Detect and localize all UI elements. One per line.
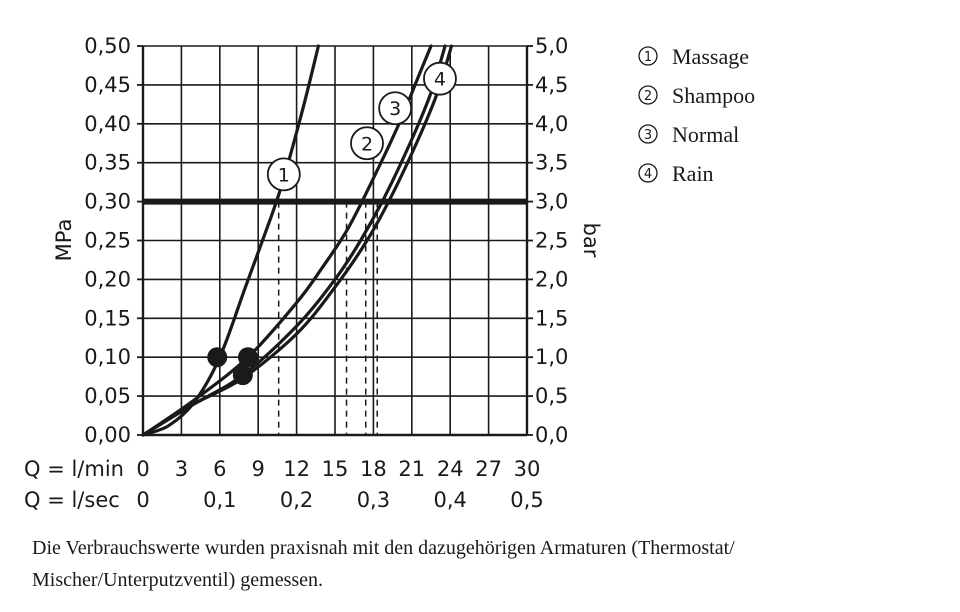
x-tick-label: 6 (213, 457, 227, 481)
left-tick-label: 0,45 (84, 72, 131, 97)
marker-massage (207, 347, 227, 367)
marker-shampoo (238, 347, 258, 367)
curve-label-4: 4 (433, 68, 447, 91)
right-tick-label: 0,0 (535, 423, 569, 447)
left-tick-label: 0,40 (84, 111, 131, 136)
left-tick-label: 0,10 (84, 345, 131, 370)
x-tick-label: 0,3 (356, 488, 391, 512)
measurement-note (32, 532, 932, 596)
x-tick-label: 0,1 (203, 488, 237, 512)
left-tick-label: 0,35 (84, 150, 131, 175)
chart-grid (143, 46, 527, 435)
legend-symbol-3: 3 (643, 128, 653, 143)
legend-symbol-4: 4 (643, 167, 653, 182)
right-axis-ticks (527, 34, 568, 447)
left-tick-label: 0,50 (84, 34, 131, 58)
right-tick-label: 3,5 (535, 150, 569, 175)
legend-label-rain: Rain (672, 161, 714, 186)
left-tick-label: 0,15 (84, 306, 131, 331)
note-line-2: Mischer/Unterputzventil) gemessen. (32, 569, 324, 591)
x-axis-rows (24, 457, 544, 512)
right-tick-label: 4,5 (535, 72, 569, 97)
x-tick-label: 0 (136, 488, 150, 512)
x-tick-label: 3 (174, 457, 189, 481)
x-tick-label: 15 (321, 457, 349, 481)
curve-label-3: 3 (389, 98, 402, 121)
left-tick-label: 0,05 (84, 384, 131, 409)
right-tick-label: 1,5 (535, 306, 569, 331)
chart-legend (639, 44, 755, 186)
x-tick-label: 0,4 (433, 488, 467, 512)
legend-label-shampoo: Shampoo (672, 83, 756, 108)
right-tick-label: 1,0 (535, 345, 569, 370)
x-tick-label: 0,5 (510, 488, 544, 512)
y-axis-label-right: bar (579, 222, 603, 258)
curve-label-1: 1 (277, 164, 290, 187)
x-tick-label: 0,2 (279, 488, 314, 512)
x-tick-label: 30 (513, 457, 541, 481)
x-tick-label: 0 (136, 457, 150, 481)
note-line-1: Die Verbrauchswerte wurden praxisnah mit den dazugehörigen Armaturen (Thermostat/ (32, 537, 735, 559)
left-tick-label: 0,25 (84, 228, 131, 253)
right-tick-label: 4,0 (535, 111, 569, 136)
left-axis-ticks (84, 34, 143, 447)
x-tick-label: 21 (398, 457, 426, 481)
x-tick-label: 27 (475, 457, 502, 481)
right-tick-label: 2,5 (535, 228, 569, 253)
x-tick-label: 12 (283, 457, 310, 481)
x-row-label: Q = l/min (24, 457, 124, 481)
left-tick-label: 0,00 (84, 423, 131, 447)
left-tick-label: 0,20 (84, 267, 131, 292)
series-markers (207, 347, 258, 385)
legend-label-massage: Massage (672, 44, 749, 69)
legend-label-normal: Normal (672, 122, 740, 147)
right-tick-label: 5,0 (535, 34, 569, 58)
right-tick-label: 2,0 (535, 267, 569, 292)
marker-normal (233, 365, 253, 385)
left-tick-label: 0,30 (84, 189, 131, 214)
right-tick-label: 0,5 (535, 384, 569, 409)
curve-label-2: 2 (360, 133, 374, 156)
x-tick-label: 18 (360, 457, 387, 481)
x-tick-label: 9 (251, 457, 265, 481)
x-tick-label: 24 (436, 457, 464, 481)
legend-symbol-2: 2 (643, 89, 653, 104)
legend-symbol-1: 1 (643, 50, 653, 65)
right-tick-label: 3,0 (535, 189, 569, 214)
y-axis-label-left: MPa (52, 218, 76, 262)
x-row-label: Q = l/sec (24, 488, 120, 512)
